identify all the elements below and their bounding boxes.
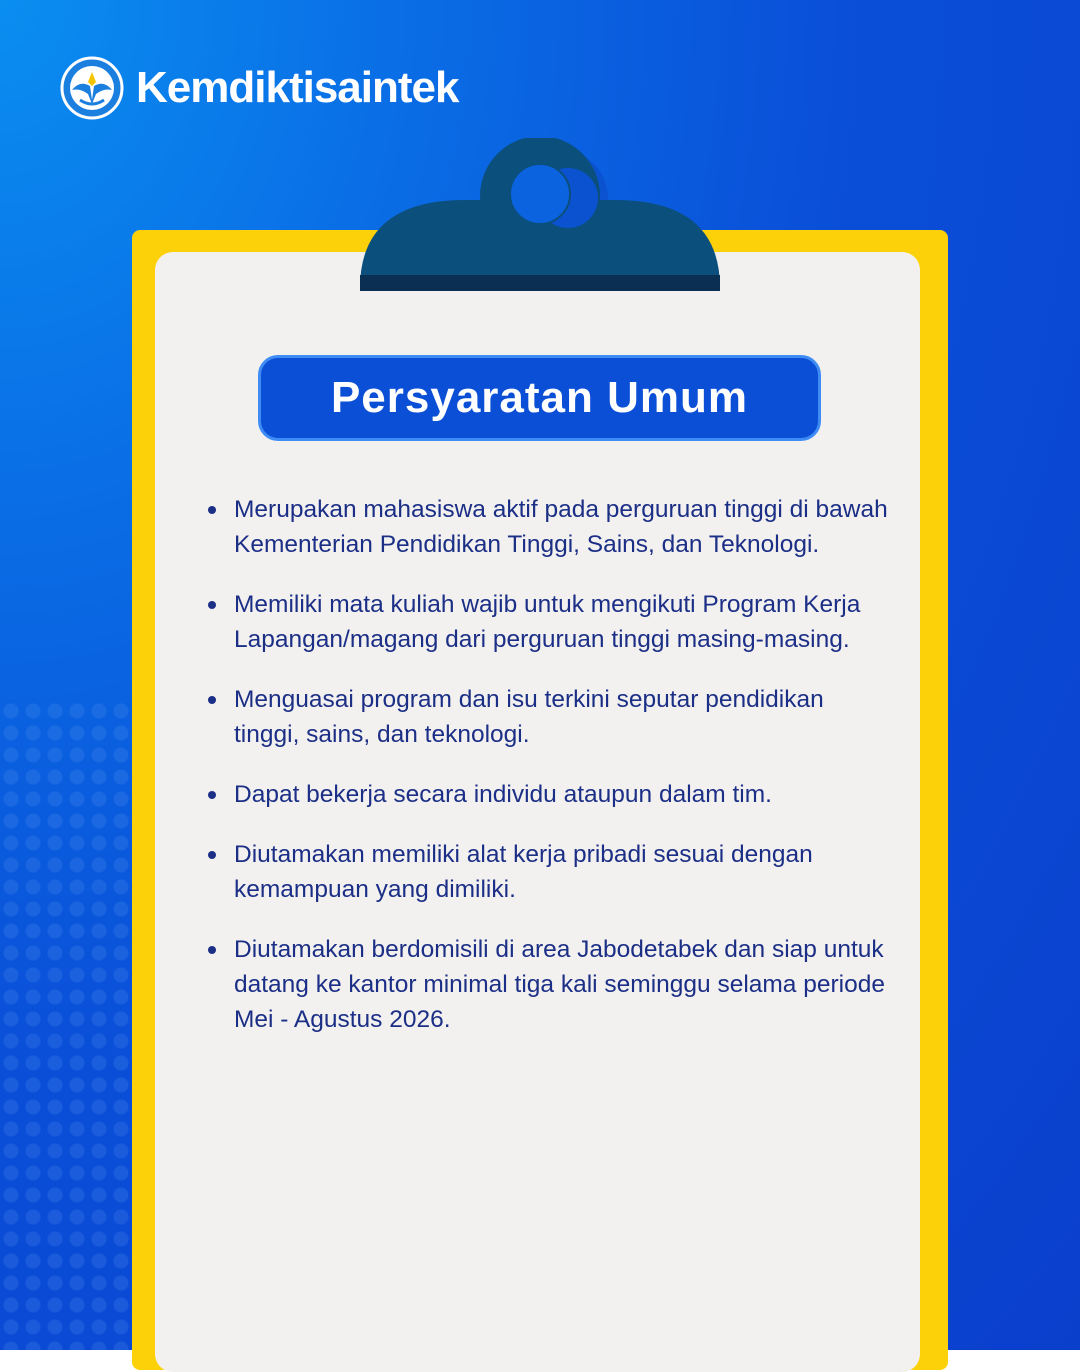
- bullet-icon: [208, 851, 216, 859]
- brand-name: Kemdiktisaintek: [136, 63, 459, 112]
- title-banner: [258, 355, 821, 441]
- brand-header: [60, 56, 458, 120]
- bullet-icon: [208, 506, 216, 514]
- tut-wuri-handayani-emblem-icon: [60, 56, 124, 120]
- page-title: Persyaratan Umum: [330, 373, 749, 422]
- requirement-text: Memiliki mata kuliah wajib untuk mengikuti Program Kerja Lapangan/magang dari perguruan tinggi masing-masing.: [234, 591, 861, 653]
- bullet-icon: [208, 946, 216, 954]
- list-item: [200, 837, 890, 907]
- requirement-text: Diutamakan berdomisili di area Jabodetabek dan siap untuk datang ke kantor minimal tiga kali seminggu selama periode Mei - Agustus 2026.: [234, 936, 885, 1033]
- list-item: [200, 492, 890, 562]
- list-item: [200, 682, 890, 752]
- list-item: [200, 587, 890, 657]
- requirements-list: [200, 492, 890, 1062]
- requirement-text: Diutamakan memiliki alat kerja pribadi sesuai dengan kemampuan yang dimiliki.: [234, 841, 813, 903]
- requirement-text: Merupakan mahasiswa aktif pada perguruan tinggi di bawah Kementerian Pendidikan Tinggi, Sains, dan Teknologi.: [234, 496, 888, 558]
- background-dot-pattern: [0, 700, 140, 1350]
- bullet-icon: [208, 601, 216, 609]
- bullet-icon: [208, 696, 216, 704]
- bullet-icon: [208, 791, 216, 799]
- list-item: [200, 932, 890, 1037]
- requirement-text: Dapat bekerja secara individu ataupun dalam tim.: [234, 781, 772, 808]
- requirement-text: Menguasai program dan isu terkini seputar pendidikan tinggi, sains, dan teknologi.: [234, 686, 824, 748]
- list-item: [200, 777, 890, 812]
- clipboard-clip-icon: [355, 138, 725, 298]
